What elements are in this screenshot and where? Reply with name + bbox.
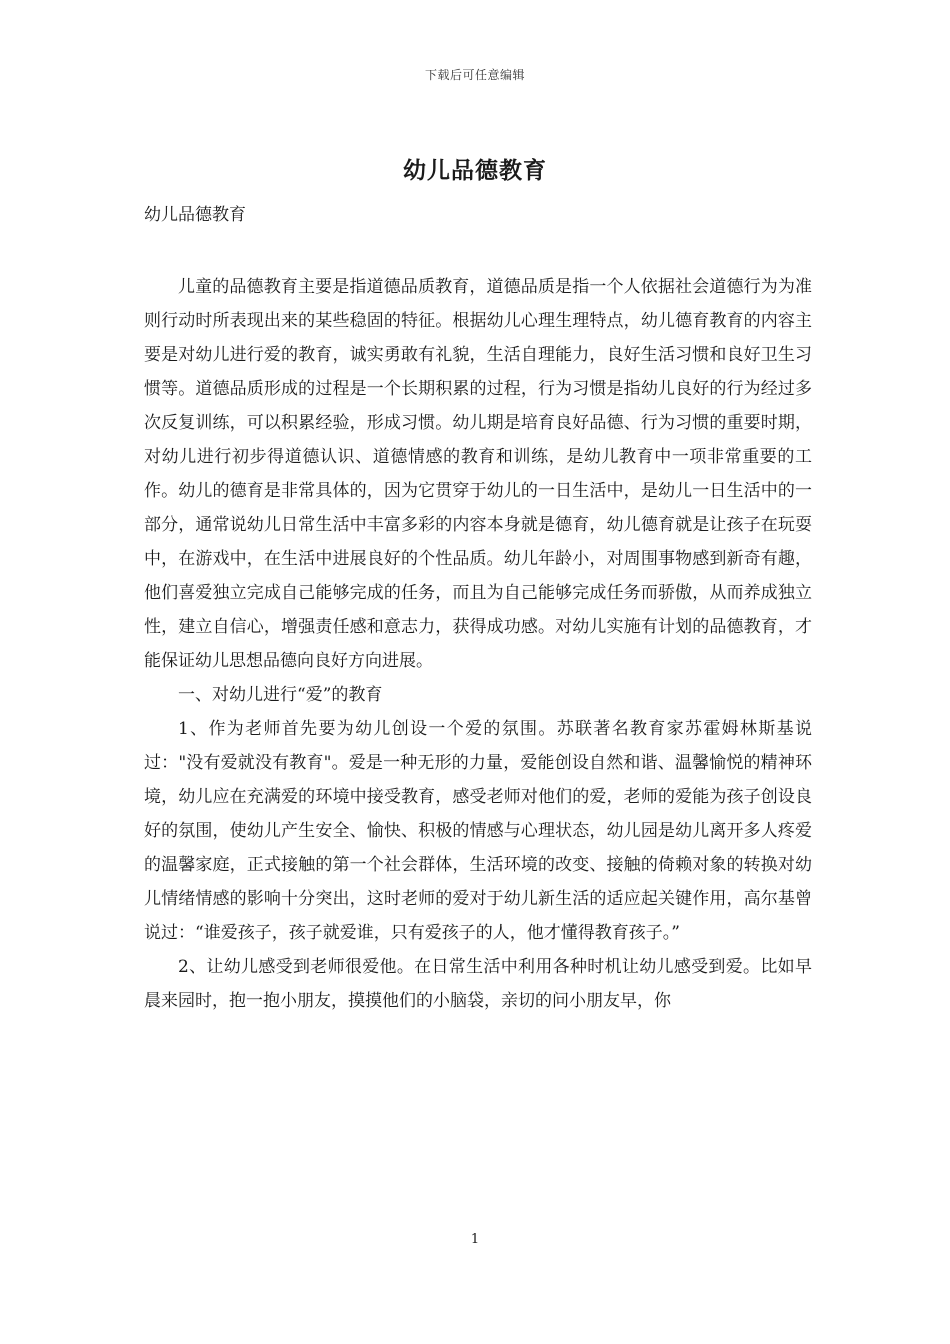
paragraph-point-2: 2、让幼儿感受到老师很爱他。在日常生活中利用各种时机让幼儿感受到爱。比如早晨来园时，抱一抱小朋友，摸摸他们的小脑袋，亲切的问小朋友早，你 [144, 957, 812, 1011]
document-title: 幼儿品德教育 [403, 157, 547, 184]
page-number: 1 [470, 1232, 480, 1247]
section-heading-love-education: 一、对幼儿进行“爱”的教育 [178, 685, 383, 705]
page-header-note: 下载后可任意编辑 [424, 68, 525, 82]
document-body [144, 270, 812, 1018]
paragraph-point-1: 1、作为老师首先要为幼儿创设一个爱的氛围。苏联著名教育家苏霍姆林斯基说过："没有爱就没有教育"。爱是一种无形的力量，爱能创设自然和谐、温馨愉悦的精神环境，幼儿应在充满爱的环境中接受教育，感受老师对他们的爱，老师的爱能为孩子创设良好的氛围，使幼儿产生安全、愉快、积极的情感与心理状态，幼儿园是幼儿离开多人疼爱的温馨家庭，正式接触的第一个社会群体，生活环境的改变、接触的倚赖对象的转换对幼儿情绪情感的影响十分突出，这时老师的爱对于幼儿新生活的适应起关键作用，高尔基曾说过：“谁爱孩子，孩子就爱谁，只有爱孩子的人，他才懂得教育孩子。” [144, 719, 812, 943]
document-subtitle: 幼儿品德教育 [144, 205, 246, 225]
paragraph-intro: 儿童的品德教育主要是指道德品质教育，道德品质是指一个人依据社会道德行为为准则行动时所表现出来的某些稳固的特征。根据幼儿心理生理特点，幼儿德育教育的内容主要是对幼儿进行爱的教育，诚实勇敢有礼貌，生活自理能力，良好生活习惯和良好卫生习惯等。道德品质形成的过程是一个长期积累的过程，行为习惯是指幼儿良好的行为经过多次反复训练，可以积累经验，形成习惯。幼儿期是培育良好品德、行为习惯的重要时期，对幼儿进行初步得道德认识、道德情感的教育和训练，是幼儿教育中一项非常重要的工作。幼儿的德育是非常具体的，因为它贯穿于幼儿的一日生活中，是幼儿一日生活中的一部分，通常说幼儿日常生活中丰富多彩的内容本身就是德育，幼儿德育就是让孩子在玩耍中，在游戏中，在生活中进展良好的个性品质。幼儿年龄小，对周围事物感到新奇有趣，他们喜爱独立完成自己能够完成的任务，而且为自己能够完成任务而骄傲，从而养成独立性，建立自信心，增强责任感和意志力，获得成功感。对幼儿实施有计划的品德教育，才能保证幼儿思想品德向良好方向进展。 [144, 277, 812, 671]
